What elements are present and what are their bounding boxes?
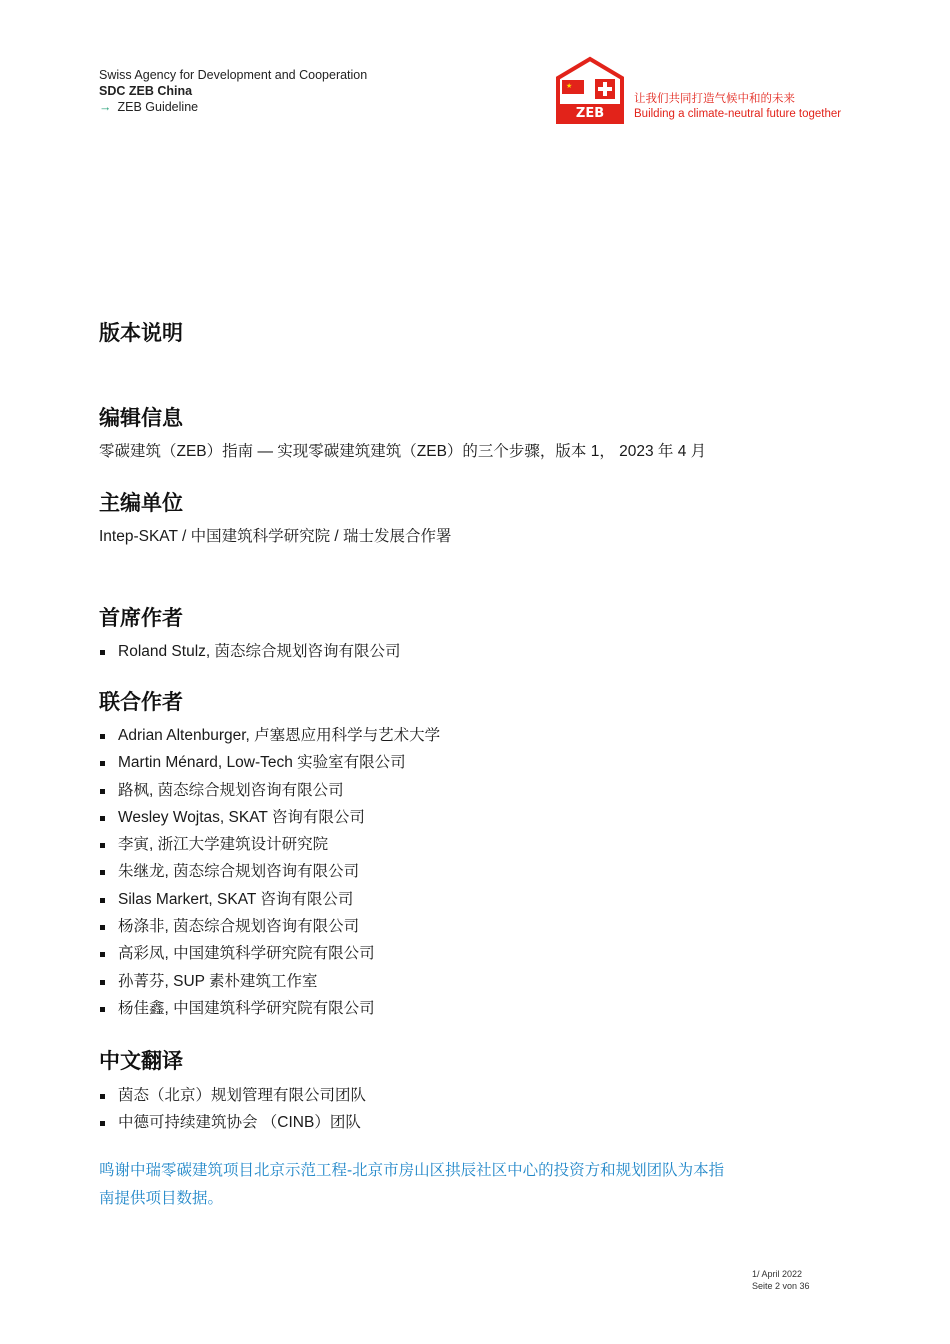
bullet-icon bbox=[100, 650, 105, 655]
list-item: 杨涤非, 茵态综合规划咨询有限公司 bbox=[99, 917, 440, 944]
acknowledgement: 鸣谢中瑞零碳建筑项目北京示范工程-北京市房山区拱辰社区中心的投资方和规划团队为本指南提供项目数据。 bbox=[99, 1162, 725, 1207]
editorial-text: 零碳建筑（ZEB）指南 — 实现零碳建筑建筑（ZEB）的三个步骤，版本 1， 2023 年 4 月 bbox=[99, 443, 707, 460]
bullet-icon bbox=[100, 898, 105, 903]
list-item: 中德可持续建筑协会 （CINB）团队 bbox=[99, 1113, 366, 1140]
star-icon: ★ bbox=[566, 82, 573, 90]
co-authors-heading: 联合作者 bbox=[99, 691, 183, 714]
bullet-icon bbox=[100, 925, 105, 930]
list-item: Roland Stulz, 茵态综合规划咨询有限公司 bbox=[99, 642, 401, 669]
zeb-logo bbox=[555, 56, 625, 124]
page-footer bbox=[752, 1268, 810, 1292]
publisher-heading: 主编单位 bbox=[99, 492, 183, 515]
page-number: Seite 2 von 36 bbox=[752, 1281, 810, 1291]
list-item: 李寅, 浙江大学建筑设计研究院 bbox=[99, 835, 440, 862]
bullet-icon bbox=[100, 734, 105, 739]
list-item: Martin Ménard, Low-Tech 实验室有限公司 bbox=[99, 753, 440, 780]
page-title: 版本说明 bbox=[99, 322, 183, 345]
list-item: 朱继龙, 茵态综合规划咨询有限公司 bbox=[99, 862, 440, 889]
lead-author-heading: 首席作者 bbox=[99, 607, 183, 630]
list-item: 杨佳鑫, 中国建筑科学研究院有限公司 bbox=[99, 999, 440, 1026]
editorial-heading: 编辑信息 bbox=[99, 407, 183, 430]
logo-text: ZEB bbox=[575, 106, 605, 121]
bullet-icon bbox=[100, 870, 105, 875]
agency-name: Swiss Agency for Development and Cooperation bbox=[99, 68, 368, 82]
list-item: Adrian Altenburger, 卢塞恩应用科学与艺术大学 bbox=[99, 726, 440, 753]
list-item: Silas Markert, SKAT 咨询有限公司 bbox=[99, 890, 440, 917]
bullet-icon bbox=[100, 1094, 105, 1099]
logo-tagline bbox=[634, 92, 841, 122]
list-item: 孙菁芬, SUP 素朴建筑工作室 bbox=[99, 972, 440, 999]
bullet-icon bbox=[100, 816, 105, 821]
bullet-icon bbox=[100, 952, 105, 957]
bullet-icon bbox=[100, 789, 105, 794]
bullet-icon bbox=[100, 980, 105, 985]
translation-heading: 中文翻译 bbox=[99, 1050, 183, 1073]
translation-list bbox=[99, 1086, 366, 1141]
footer-date: 1/ April 2022 bbox=[752, 1269, 803, 1279]
list-item: 高彩凤, 中国建筑科学研究院有限公司 bbox=[99, 944, 440, 971]
lead-author-list bbox=[99, 642, 401, 669]
document-header bbox=[99, 67, 367, 115]
publisher-text: Intep-SKAT / 中国建筑科学研究院 / 瑞士发展合作署 bbox=[99, 528, 452, 545]
list-item: 路枫, 茵态综合规划咨询有限公司 bbox=[99, 781, 440, 808]
arrow-right-icon: → bbox=[99, 100, 112, 114]
tagline-en: Building a climate-neutral future together bbox=[634, 108, 842, 120]
tagline-cn: 让我们共同打造气候中和的未来 bbox=[634, 93, 795, 105]
list-item: 茵态（北京）规划管理有限公司团队 bbox=[99, 1086, 366, 1113]
co-authors-list bbox=[99, 726, 440, 1026]
guideline-label: ZEB Guideline bbox=[117, 100, 199, 114]
guideline-link bbox=[99, 99, 367, 115]
program-name: SDC ZEB China bbox=[99, 84, 193, 98]
bullet-icon bbox=[100, 761, 105, 766]
bullet-icon bbox=[100, 843, 105, 848]
list-item: Wesley Wojtas, SKAT 咨询有限公司 bbox=[99, 808, 440, 835]
bullet-icon bbox=[100, 1007, 105, 1012]
bullet-icon bbox=[100, 1121, 105, 1126]
